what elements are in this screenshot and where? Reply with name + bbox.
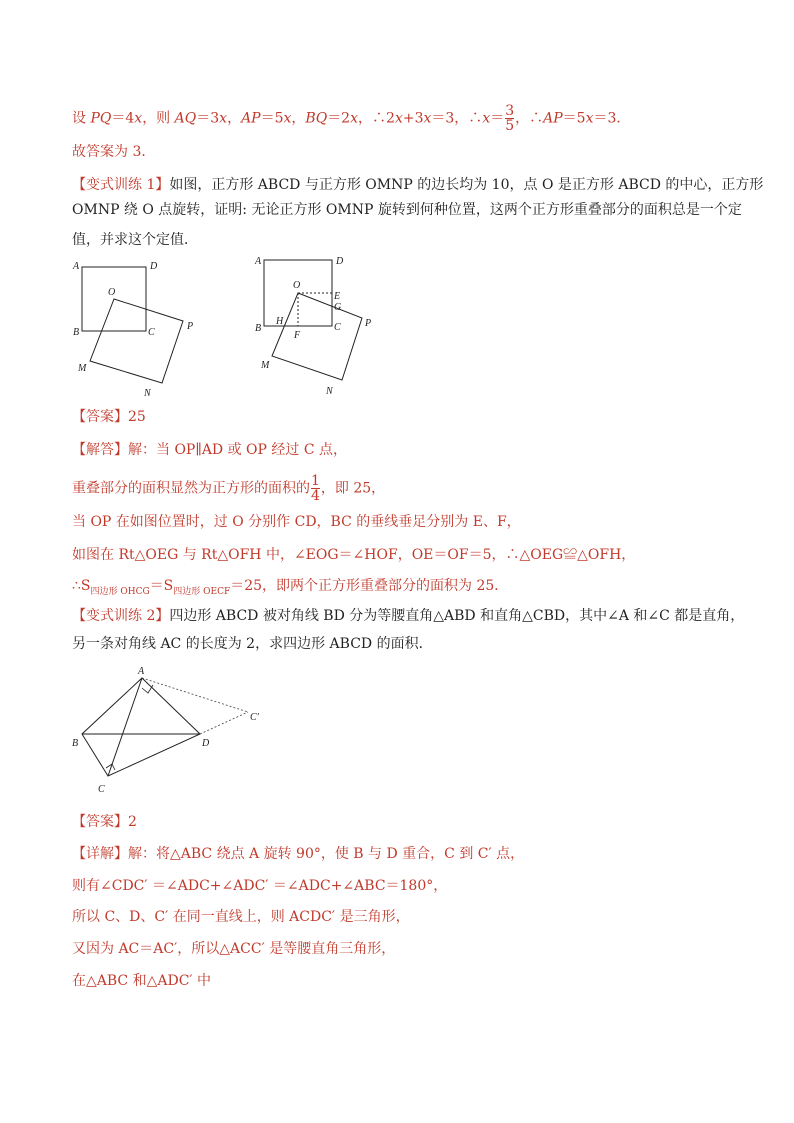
solution-1-line2: 重叠部分的面积显然为正方形的面积的 $\frac{1}{4}$ ，即 25， [72,473,386,504]
fig3-label-A: A [138,666,145,677]
fig2-label-O: O [293,280,301,291]
fig2-label-G: G [334,302,342,313]
fig2-label-C: C [334,322,341,333]
fig2-label-P: P [365,318,372,329]
fig2-label-D: D [336,256,344,267]
solution-1-line4: 如图在 Rt△OEG 与 Rt△OFH 中，∠EOG＝∠HOF，OE＝OF＝5，∴△OEG≌△OFH， [72,547,636,563]
fig1-label-O: O [108,287,116,298]
answer-1: 【答案】25 [72,409,146,425]
variant-2-tag: 【变式训练 2】 [72,608,170,624]
fig1-label-N: N [144,388,151,399]
fig1-label-M: M [78,363,87,374]
solution-2-line3: 所以 C、D、C′ 在同一直线上，则 ACDC′ 是三角形， [72,909,410,925]
solution-2-line1: 【详解】解：将△ABC 绕点 A 旋转 90°，使 B 与 D 重合，C 到 C′ 点， [72,846,525,862]
fig3-label-D: D [202,738,210,749]
fig2-label-H: H [276,316,284,327]
fig3-label-B: B [72,738,79,749]
fig1-label-B: B [73,327,80,338]
solution-1-line1: 【解答】解：当 OP∥AD 或 OP 经过 C 点， [72,442,348,458]
variant-1-line3: 值，并求这个定值． [72,232,198,248]
fig2-label-B: B [255,323,262,334]
figure-squares-2 [250,248,390,398]
line-solution-end: 设 PQ＝4x，则 AQ＝3x，AP＝5x，BQ＝2x，∴2x+3x＝3，∴x＝ $\frac{3}{5}$ ，∴AP＝5x＝3． [72,103,631,134]
fig2-label-F: F [294,330,301,341]
fig3-label-Cprime: C′ [250,712,259,723]
figure-squares-1 [68,255,208,400]
solution-2-line4: 又因为 AC＝AC′，所以△ACC′ 是等腰直角三角形， [72,941,396,957]
answer-statement: 故答案为 3． [72,144,156,160]
fig1-label-D: D [150,261,158,272]
fig1-label-A: A [73,261,80,272]
solution-1-line5: $\therefore S_{四边形 OHCG}=S_{四边形 OECF}=25$，即两个正方形重叠部分的面积为 25． [72,578,509,597]
fig2-label-A: A [255,256,262,267]
variant-1-tag: 【变式训练 1】 [72,177,170,193]
solution-1-line3: 当 OP 在如图位置时，过 O 分别作 CD，BC 的垂线垂足分别为 E、F， [72,514,521,530]
fig2-label-E: E [334,291,341,302]
solution-2-line2: 则有∠CDC′ ＝∠ADC+∠ADC′ ＝∠ADC+∠ABC＝180°， [72,878,448,894]
solution-2-line5: 在△ABC 和△ADC′ 中 [72,973,212,989]
fraction-3-5: $\frac{3}{5}$ [505,103,515,134]
variant-1-line1: 【变式训练 1】如图，正方形 ABCD 与正方形 OMNP 的边长均为 10，点 O 是正方形 ABCD 的中心，正方形 [72,177,764,193]
variant-2-line2: 另一条对角线 AC 的长度为 2，求四边形 ABCD 的面积． [72,636,433,652]
fig1-label-C: C [148,327,155,338]
fig2-label-N: N [326,386,333,397]
fig2-label-M: M [261,360,270,371]
figure-quadrilateral [68,660,268,800]
fig3-label-C: C [98,784,105,795]
fraction-1-4: $\frac{1}{4}$ [311,473,320,504]
answer-2: 【答案】2 [72,814,137,830]
variant-2-line1: 【变式训练 2】四边形 ABCD 被对角线 BD 分为等腰直角△ABD 和直角△CBD，其中∠A 和∠C 都是直角， [72,608,745,624]
variant-1-line2: OMNP 绕 O 点旋转，证明: 无论正方形 OMNP 旋转到何种位置，这两个正方形重叠部分的面积总是一个定 [72,202,742,218]
fig1-label-P: P [187,321,194,332]
